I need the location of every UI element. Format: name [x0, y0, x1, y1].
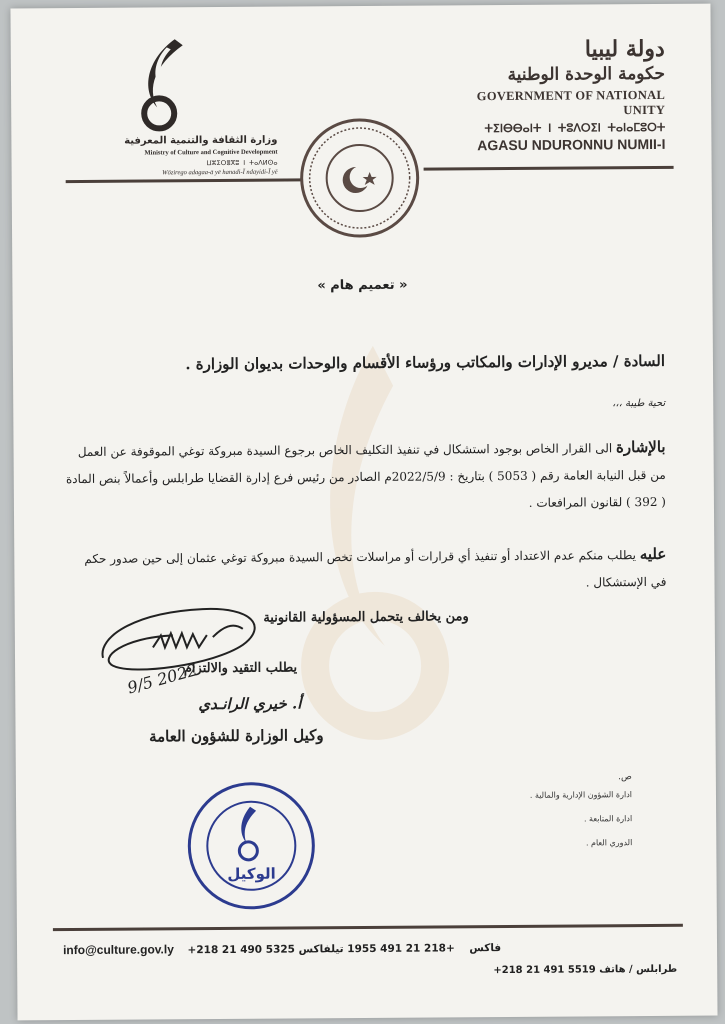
header-rule-right: [424, 166, 674, 171]
compliance-request: يطلب التقيد والالتزام: [183, 660, 298, 677]
ministry-title-ar: وزارة الثقافة والتنمية المعرفية: [124, 134, 278, 147]
paragraph-directive-text: يطلب منكم عدم الاعتداد أو تنفيذ أي قرارات أو مراسلات تخص السيدة مبروكة توغي عثمان إلى حين صدور حكم في الإستشكال .: [84, 548, 667, 590]
svg-text:الوكيل: الوكيل: [227, 864, 276, 883]
government-title-en: GOVERNMENT OF NATIONAL UNITY: [476, 87, 666, 118]
footer-fax: +218 21 490 5325 فاكس: [187, 942, 502, 957]
ministry-watermark: [273, 325, 476, 746]
addressee-text: / مديرو الإدارات والمكاتب ورؤساء الأقسام والوحدات بديوان الوزارة .: [185, 352, 619, 374]
government-title-tifinagh: ⵜⵉⵏⴱⴱⴰⵏⵜ ⵏ ⵜⵓⴷⵔⵉⵏ ⵜⴰⵏⴰⵎⵓⵔⵜ: [484, 120, 666, 136]
handwritten-date: [101, 660, 200, 735]
footer-rule: [53, 924, 683, 931]
ministry-logo-icon: [127, 37, 198, 133]
cc-item: ادارة المتابعة .: [583, 814, 633, 824]
paragraph-reference-lead: بالإشارة: [615, 437, 666, 457]
legal-warning: ومن يخالف يتحمل المسؤولية القانونية: [263, 609, 469, 626]
signatory-title: وكيل الوزارة للشؤون العامة: [148, 726, 324, 746]
header-rule-left: [66, 178, 302, 183]
addressee-label: السادة: [623, 351, 666, 371]
greeting: تحية طيبة ،،،: [612, 397, 666, 410]
footer-address: طرابلس / هاتف 5519 491 21 218+: [493, 963, 678, 977]
government-title-amazigh: AGASU NDURONNU NUMII-I: [477, 135, 666, 154]
ministry-stamp-icon: [184, 778, 319, 913]
cc-heading: ص.: [618, 772, 632, 783]
cc-item: الدوري العام .: [585, 838, 633, 848]
svg-text:9/5 2022: 9/5 2022: [125, 660, 200, 698]
paragraph-directive-lead: عليه: [639, 544, 667, 564]
government-header: [435, 36, 666, 154]
paragraph-reference: [65, 434, 666, 520]
ministry-header: [67, 37, 278, 177]
ministry-title-tifinagh: ⵡⵣⵉⵔⴻⴳⵓ ⵏ ⵜⴰⴷⵍⵙⴰ: [206, 158, 278, 168]
footer-contact: [63, 940, 501, 957]
paragraph-directive: [66, 541, 666, 600]
government-title-ar: حكومة الوحدة الوطنية: [507, 63, 666, 85]
libya-state-title: دولة ليبيا: [584, 35, 665, 63]
paragraph-reference-text: الى القرار الخاص بوجود استشكال في تنفيذ التكليف الخاص برجوع السيدة مبروكة توغي الموقوفة عن العمل من قبل النيابة العامة رقم ( 5053 ) بتاريخ : 2022/5/9م الصادر من رئيس فرع إدارة القضايا طرابلس وأعمالاً بنص المادة ( 392 ) لقانون المرافعات .: [65, 441, 666, 510]
document-page: [10, 4, 717, 1021]
addressee-line: [185, 352, 665, 373]
footer-email[interactable]: info@culture.gov.ly: [63, 942, 174, 958]
ministry-title-amazigh: Wözirego adagaa-ā yē hanadi-Ī ndayidi-Ī yē: [162, 168, 278, 177]
footer-telefax: +218 21 491 1955 تيلفاكس: [298, 942, 455, 956]
ministry-title-en: Ministry of Culture and Cognitive Development: [144, 148, 278, 157]
circular-title: « تعميم هام »: [317, 277, 408, 294]
signatory-name: أ. خيري الرانـدي: [198, 694, 302, 714]
government-seal-icon: [297, 116, 422, 241]
cc-item: ادارة الشؤون الإدارية والمالية .: [529, 790, 633, 800]
